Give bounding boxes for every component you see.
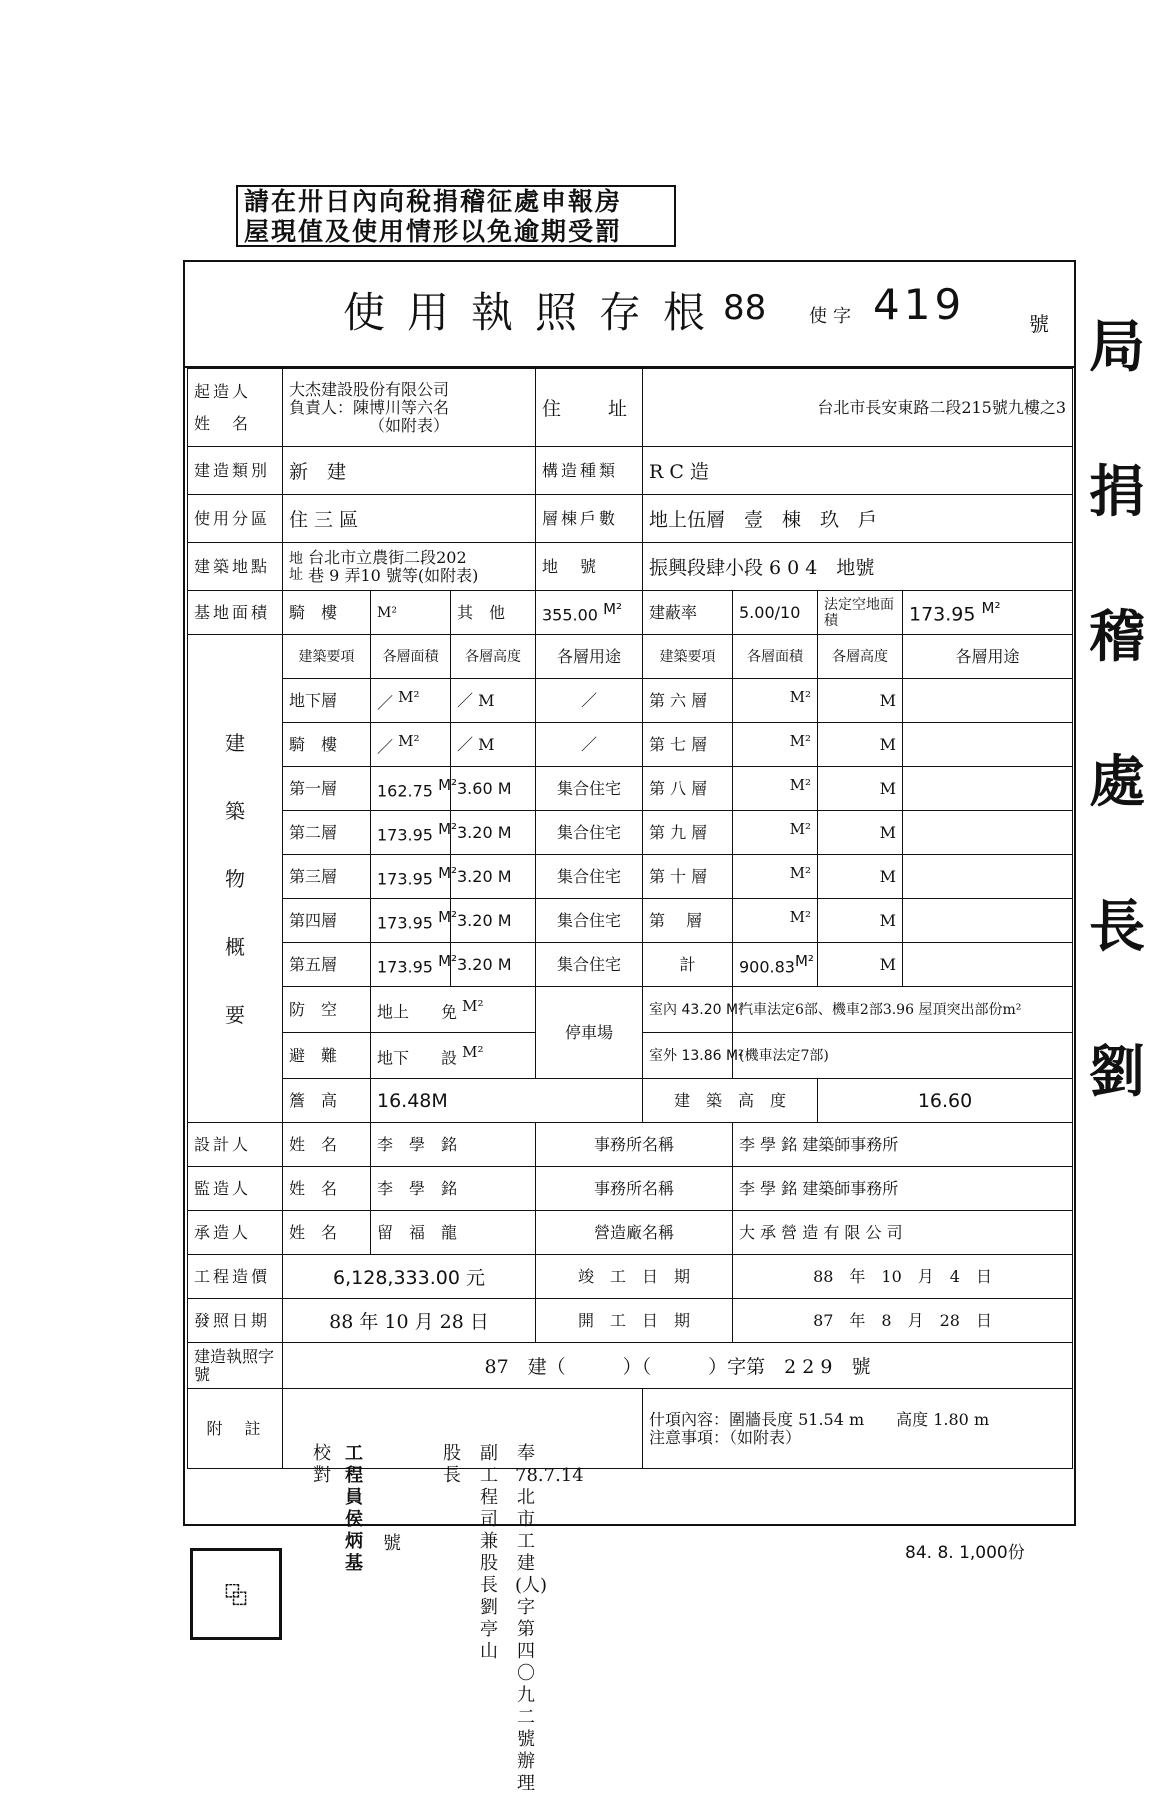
arcade-label: 騎 樓 xyxy=(283,591,371,635)
permit-table xyxy=(187,368,1073,1469)
other-label: 其 他 xyxy=(451,591,536,635)
contractor-label: 承造人 xyxy=(188,1211,283,1255)
supervisor-name: 李 學 銘 xyxy=(371,1167,536,1211)
contractor-name: 留 福 龍 xyxy=(371,1211,536,1255)
form-code: 84. 8. 1,000份 xyxy=(905,1543,1025,1563)
header-use2: 各層用途 xyxy=(903,635,1073,679)
coverage-value: 5.00/10 xyxy=(733,591,818,635)
supervisor-label: 監造人 xyxy=(188,1167,283,1211)
notice-line1: 請在卅日內向稅捐稽征處申報房 xyxy=(244,187,623,216)
stamp-authorization: 奉78.7.14北市工建(人)字第四〇九二號辦理 xyxy=(515,1443,584,1794)
address-value: 台北市長安東路二段215號九樓之3 xyxy=(643,369,1073,447)
cost-value: 6,128,333.00 元 xyxy=(283,1255,536,1299)
owner-row xyxy=(188,369,1073,447)
issue-row: 發照日期 88 年 10 月 28 日 開 工 日 期 87 年 8 月 28 日 xyxy=(188,1299,1073,1343)
floor-row: 騎 樓 ／ M² ／ M ／ 第 七 層 M² M xyxy=(188,723,1073,767)
tax-notice xyxy=(236,185,676,247)
designer-office: 李 學 銘 建築師事務所 xyxy=(733,1123,1073,1167)
shelter-label2: 避 難 xyxy=(283,1033,371,1079)
approval-stamps xyxy=(310,1443,600,1794)
permit-number: 419 xyxy=(873,280,966,329)
cost-label: 工程造價 xyxy=(188,1255,283,1299)
build-type-label: 建造類別 xyxy=(188,447,283,495)
zone-label: 使用分區 xyxy=(188,495,283,543)
shelter-label1: 防 空 xyxy=(283,987,371,1033)
remarks-label: 附 註 xyxy=(188,1389,283,1469)
zone-row xyxy=(188,495,1073,543)
structure-value: R C 造 xyxy=(643,447,1073,495)
parking-indoor-note: 汽車法定6部、機車2部3.96 屋頂突出部份m² xyxy=(733,987,1073,1033)
land-row xyxy=(188,591,1073,635)
header-area: 各層面積 xyxy=(371,635,451,679)
site-value: 地址 台北市立農街二段202 巷 9 弄10 號等(如附表) xyxy=(283,543,536,591)
start-date: 87 年 8 月 28 日 xyxy=(733,1299,1073,1343)
parking-outdoor: 室外 13.86 M² xyxy=(643,1033,733,1079)
floor-row: 第三層 173.95 M² 3.20 M 集合住宅 第 十 層 M² M xyxy=(188,855,1073,899)
header-area2: 各層面積 xyxy=(733,635,818,679)
designer-row: 設計人 姓 名 李 學 銘 事務所名稱 李 學 銘 建築師事務所 xyxy=(188,1123,1073,1167)
open-value: 173.95 $^{M^2}$ xyxy=(903,591,1073,635)
contractor-company: 大 承 營 造 有 限 公 司 xyxy=(733,1211,1073,1255)
issue-date: 88 年 10 月 28 日 xyxy=(283,1299,536,1343)
stamp-engineer: 工程員侯炳基 xyxy=(345,1443,363,1574)
shelter-row-1 xyxy=(188,987,1073,1033)
header-height2: 各層高度 xyxy=(818,635,903,679)
header-height: 各層高度 xyxy=(451,635,536,679)
owner-value: 大杰建設股份有限公司 負責人：陳博川等六名 （如附表） xyxy=(283,369,536,447)
header-item2: 建築要項 xyxy=(643,635,733,679)
shelter-below: 地下 設 M² xyxy=(371,1033,536,1079)
stamp-deputy: 副工程司兼股長劉亭山 xyxy=(480,1443,498,1662)
supervisor-row: 監造人 姓 名 李 學 銘 事務所名稱 李 學 銘 建築師事務所 xyxy=(188,1167,1073,1211)
header-item: 建築要項 xyxy=(283,635,371,679)
building-header-row xyxy=(188,635,1073,679)
side-strip-text: 局 捐 稽 處 長 劉 xyxy=(1089,314,1145,1105)
contractor-row: 承造人 姓 名 留 福 龍 營造廠名稱 大 承 營 造 有 限 公 司 xyxy=(188,1211,1073,1255)
shelter-above: 地上 免 M² xyxy=(371,987,536,1033)
arcade-unit: M² xyxy=(371,591,451,635)
floor-row: 地下層 ／ M² ／ M ／ 第 六 層 M² M xyxy=(188,679,1073,723)
lot-label: 地 號 xyxy=(536,543,643,591)
type-row xyxy=(188,447,1073,495)
notice-line2: 屋現值及使用情形以免逾期受罰 xyxy=(244,217,623,246)
permit-value: 87 建（ ）（ ）字第 2 2 9 號 xyxy=(283,1343,1073,1389)
title-suffix: 號 xyxy=(1029,312,1049,336)
parking-indoor: 室內 43.20 M² xyxy=(643,987,733,1033)
floor-row: 第一層 162.75 M² 3.60 M 集合住宅 第 八 層 M² M xyxy=(188,767,1073,811)
floors-value: 地上伍層 壹 棟 玖 戶 xyxy=(643,495,1073,543)
floor-row: 第五層 173.95 M² 3.20 M 集合住宅 計 900.83M² M xyxy=(188,943,1073,987)
remarks-value: 什項內容：圍牆長度 51.54 m 高度 1.80 m 注意事項：（如附表） xyxy=(643,1389,1073,1469)
permit-row xyxy=(188,1343,1073,1389)
parking-outdoor-note: (機車法定7部) xyxy=(733,1033,1073,1079)
zone-value: 住 三 區 xyxy=(283,495,536,543)
header-use: 各層用途 xyxy=(536,635,643,679)
title-mid: 使字 xyxy=(809,306,857,327)
owner-label: 起造人 姓 名 xyxy=(188,369,283,447)
designer-name: 李 學 銘 xyxy=(371,1123,536,1167)
coverage-label: 建蔽率 xyxy=(643,591,733,635)
floor-row: 第四層 173.95 M² 3.20 M 集合住宅 第 層 M² M xyxy=(188,899,1073,943)
cost-row: 工程造價 6,128,333.00 元 竣 工 日 期 88 年 10 月 4 日 xyxy=(188,1255,1073,1299)
open-label: 法定空地面積 xyxy=(818,591,903,635)
floors-label: 層棟戶數 xyxy=(536,495,643,543)
parking-label: 停車場 xyxy=(536,987,643,1079)
eaves-label: 簷 高 xyxy=(283,1079,371,1123)
structure-label: 構造種類 xyxy=(536,447,643,495)
page-title: 使用執照存根 xyxy=(343,288,728,337)
supervisor-office: 李 學 銘 建築師事務所 xyxy=(733,1167,1073,1211)
height-value: 16.60 xyxy=(818,1079,1073,1123)
other-value: 355.00 M² xyxy=(536,591,643,635)
floor-row: 第二層 173.95 M² 3.20 M 集合住宅 第 九 層 M² M xyxy=(188,811,1073,855)
designer-label: 設計人 xyxy=(188,1123,283,1167)
site-row xyxy=(188,543,1073,591)
eaves-row xyxy=(188,1079,1073,1123)
land-label: 基地面積 xyxy=(188,591,283,635)
completion-date: 88 年 10 月 4 日 xyxy=(733,1255,1073,1299)
lot-value: 振興段肆小段 6 0 4 地號 xyxy=(643,543,1073,591)
building-side-label: 建 築 物 概 要 xyxy=(188,635,283,1123)
stamp-number: 號 xyxy=(383,1533,401,1554)
stamp-proofread: 校對 xyxy=(313,1443,331,1486)
eaves-value: 16.48M xyxy=(371,1079,643,1123)
stamp-section-chief: 股長 xyxy=(443,1443,461,1486)
site-label: 建築地點 xyxy=(188,543,283,591)
title-row xyxy=(183,260,1076,368)
build-type-value: 新 建 xyxy=(283,447,536,495)
address-label: 住 址 xyxy=(536,369,643,447)
official-seal: ⿻ xyxy=(190,1548,282,1640)
height-label: 建 築 高 度 xyxy=(643,1079,818,1123)
permit-label: 建造執照字號 xyxy=(188,1343,283,1389)
issue-label: 發照日期 xyxy=(188,1299,283,1343)
title-year: 88 xyxy=(723,288,767,328)
